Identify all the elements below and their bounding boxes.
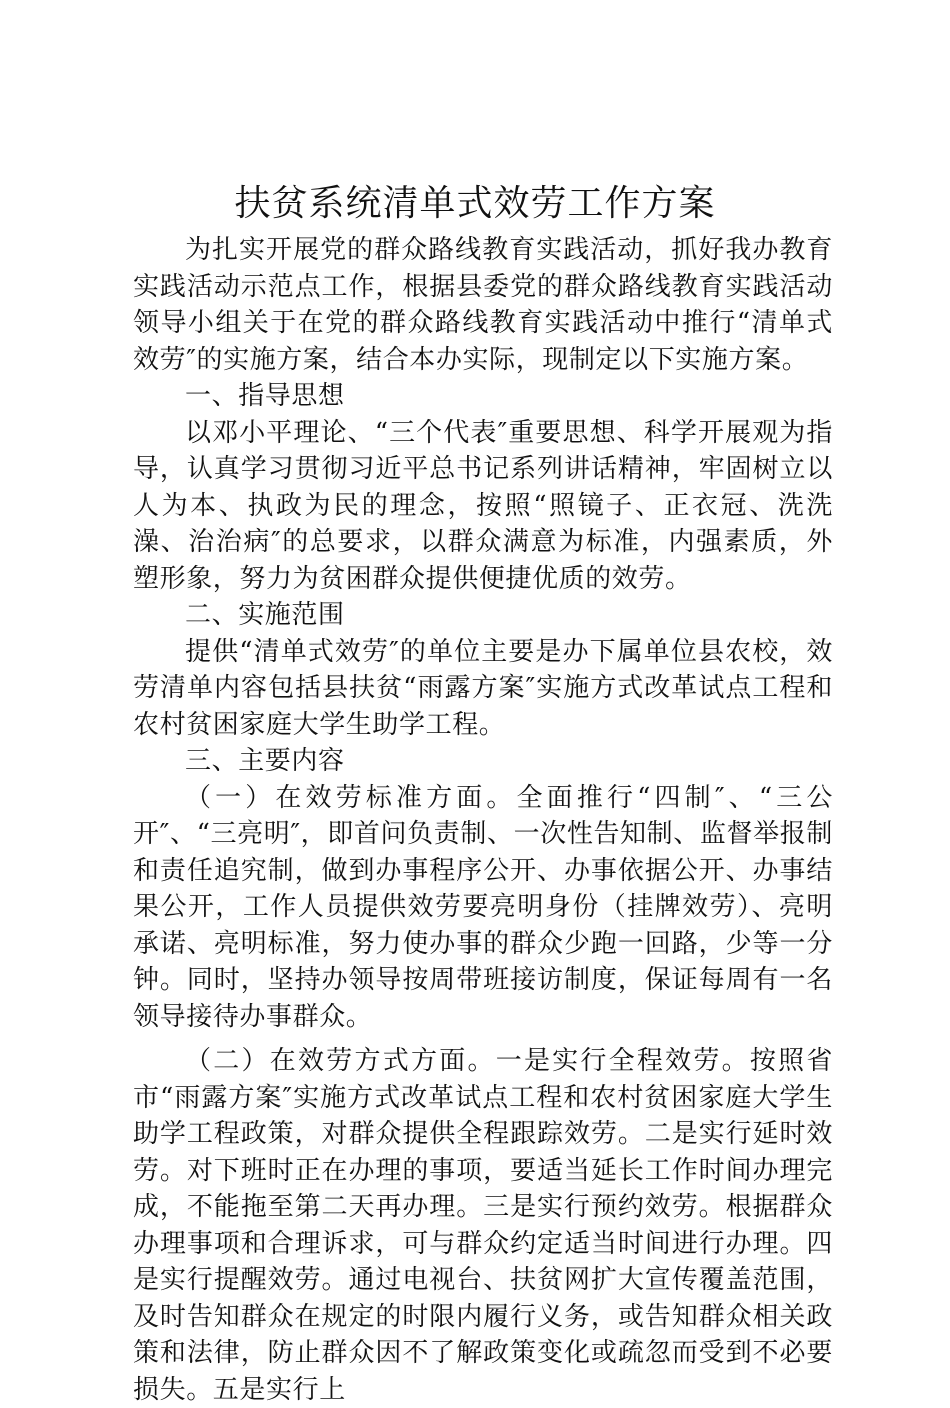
intro-paragraph: 为扎实开展党的群众路线教育实践活动，抓好我办教育实践活动示范点工作，根据县委党的群众路线教育实践活动领导小组关于在党的群众路线教育实践活动中推行“清单式效劳″的实施方案，结合本办实际，现制定以下实施方案。 xyxy=(133,235,833,375)
service-methods-paragraph: （二）在效劳方式方面。一是实行全程效劳。按照省市“雨露方案″实施方式改革试点工程和农村贫困家庭大学生助学工程政策，对群众提供全程跟踪效劳。二是实行延时效劳。对下班时正在办理的事项，要适当延长工作时间办理完成，不能拖至第二天再办理。三是实行预约效劳。根据群众办理事项和合理诉求，可与群众约定适当时间进行办理。四是实行提醒效劳。通过电视台、扶贫网扩大宣传覆盖范围，及时告知群众在规定的时限内履行义务，或告知群众相关政策和法律，防止群众因不了解政策变化或疏忽而受到不必要损失。五是实行上 xyxy=(133,1046,833,1405)
document-body xyxy=(133,232,833,1408)
section-heading-scope: 二、实施范围 xyxy=(185,600,345,630)
guiding-ideology-paragraph: 以邓小平理论、“三个代表″重要思想、科学开展观为指导，认真学习贯彻习近平总书记系列讲话精神，牢固树立以人为本、执政为民的理念，按照“照镜子、正衣冠、洗洗澡、治治病″的总要求，以群众满意为标准，内强素质，外塑形象，努力为贫困群众提供便捷优质的效劳。 xyxy=(133,417,833,594)
document-title: 扶贫系统清单式效劳工作方案 xyxy=(234,183,716,224)
section-heading-main-content: 三、主要内容 xyxy=(185,746,345,776)
scope-paragraph: 提供“清单式效劳″的单位主要是办下属单位县农校，效劳清单内容包括县扶贫“雨露方案″实施方式改革试点工程和农村贫困家庭大学生助学工程。 xyxy=(133,636,833,740)
service-standards-paragraph: （一）在效劳标准方面。全面推行“四制″、“三公开″、“三亮明″，即首问负责制、一次性告知制、监督举报制和责任追究制，做到办事程序公开、办事依据公开、办事结果公开，工作人员提供效劳要亮明身份（挂牌效劳）、亮明承诺、亮明标准，努力使办事的群众少跑一回路，少等一分钟。同时，坚持办领导按周带班接访制度，保证每周有一名领导接待办事群众。 xyxy=(133,782,833,1032)
section-heading-guiding-ideology: 一、指导思想 xyxy=(185,381,345,411)
